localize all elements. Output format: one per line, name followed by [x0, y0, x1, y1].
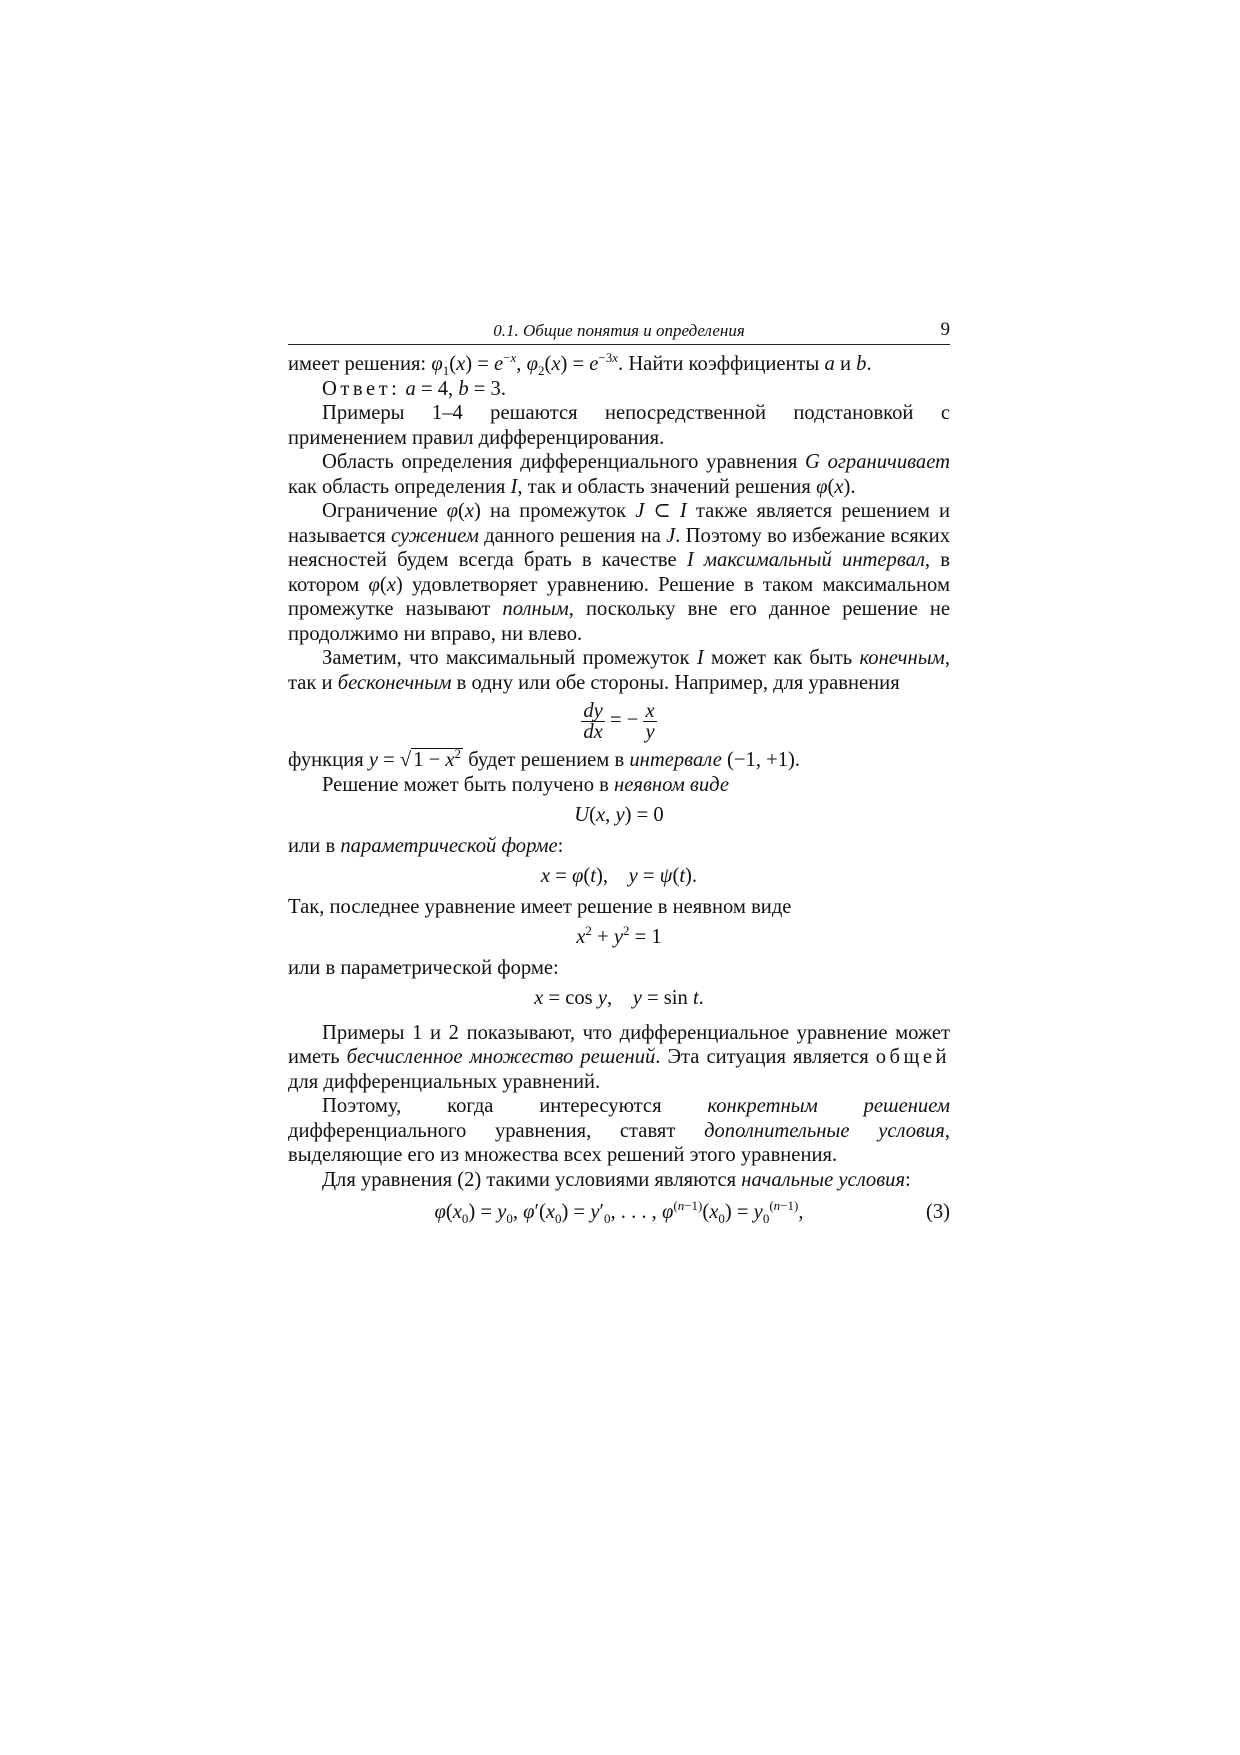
- paragraph-examples: Примеры 1–4 решаются непосредственной подстановкой с применением правил дифференцирования.: [288, 402, 950, 449]
- running-header: [288, 318, 950, 345]
- running-title: 0.1. Общие понятия и определения: [493, 321, 745, 340]
- paragraph-initial: Для уравнения (2) такими условиями являются начальные условия:: [322, 1168, 911, 1191]
- paragraph-restriction: Ограничение φ(x) на промежуток J ⊂ I также является решением и называется сужением данного решения на J. Поэтому во избежание всяких неясностей будем всегда брать в качестве I максимальный интервал, в котором φ(x) удовлетворяет уравнению. Решение в таком максимальном промежутке называют полным, поскольку вне его данное решение не продолжимо ни вправо, ни влево.: [288, 500, 950, 645]
- paragraph-conditions: Поэтому, когда интересуются конкретным решением дифференциального уравнения, ставят дополнительные условия, выделяющие его из множества всех решений этого уравнения.: [288, 1095, 950, 1166]
- equation-number: (3): [925, 1201, 950, 1223]
- paragraph-infinite: Примеры 1 и 2 показывают, что дифференциальное уравнение может иметь бесчисленное множество решений. Эта ситуация является общей для дифференциальных уравнений.: [288, 1021, 951, 1093]
- paragraph-implicit: Решение может быть получено в неявном виде: [322, 773, 729, 796]
- paragraph-domain: Область определения дифференциального уравнения G ограничивает как область определения I, так и область значений решения φ(x).: [288, 451, 950, 498]
- answer-line: Ответ: a = 4, b = 3.: [322, 377, 506, 400]
- page-number: 9: [940, 319, 950, 340]
- paragraph-interval: Заметим, что максимальный промежуток I может как быть конечным, так и бесконечным в одну или обе стороны. Например, для уравнения: [288, 647, 950, 694]
- page: [288, 318, 950, 1233]
- equation-dydx: $\frac{dy}{dx}$ = − $\frac{x}{y}$: [583, 700, 655, 743]
- equation-circle: $x^2 + y^2 = 1$: [576, 923, 662, 948]
- paragraph-solutions: имеет решения: $\varphi_1(x) = e^{-x}$, $\varphi_2(x) = e^{-3x}$. Найти коэффициенты a и b.: [288, 350, 872, 379]
- paragraph-parametric: или в параметрической форме:: [288, 834, 564, 857]
- paragraph-function: функция $y = √1 - x^2$ будет решением в интервале (−1, +1).: [288, 746, 801, 771]
- equation-initial-conditions: $\varphi(x_0) = y_0$, $\varphi'(x_0) = y'_0$, . . . , $\varphi^{(n-1)}(x_0) = y_0^{(n-1)}$, (3): [434, 1198, 950, 1227]
- paragraph-param-form: или в параметрической форме:: [288, 956, 559, 979]
- equation-parametric: x = φ(t), y = ψ(t).: [540, 865, 698, 887]
- paragraph-last-eq: Так, последнее уравнение имеет решение в неявном виде: [288, 895, 792, 918]
- equation-implicit: U(x, y) = 0: [574, 804, 664, 826]
- equation-cos-sin: x = cos y, y = sin t.: [534, 987, 704, 1009]
